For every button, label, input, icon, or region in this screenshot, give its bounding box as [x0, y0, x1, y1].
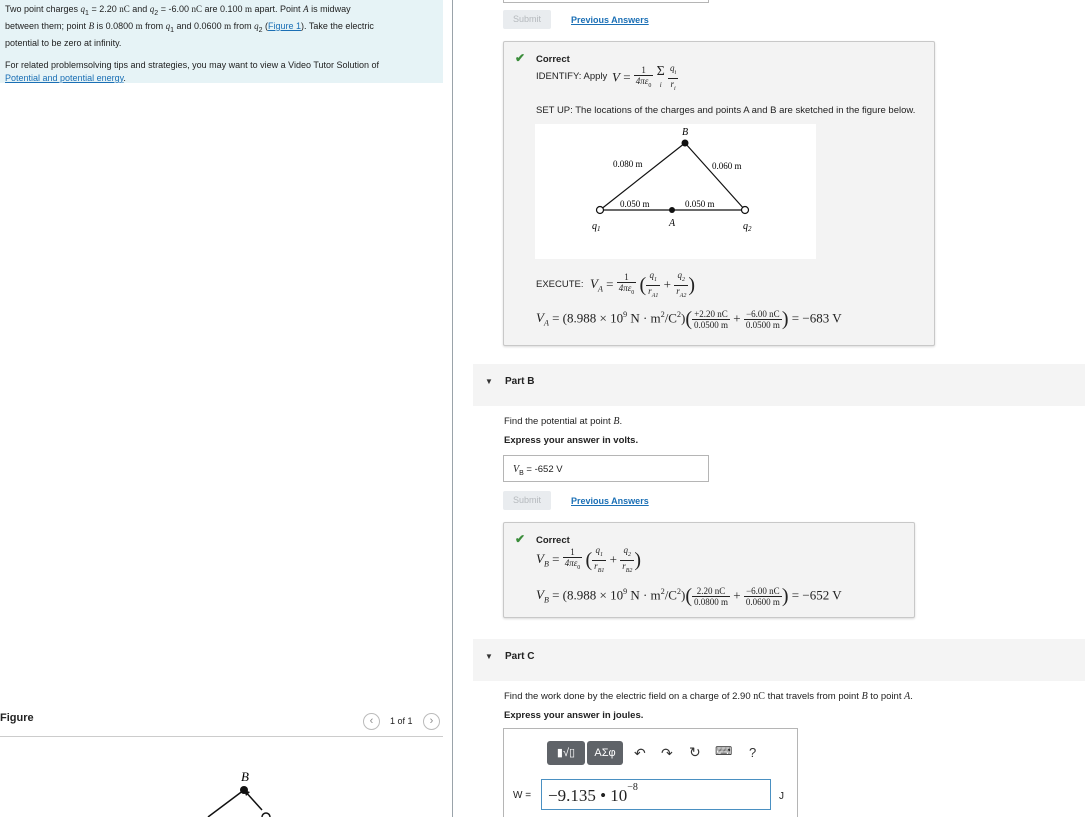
correct-label: Correct	[536, 535, 570, 546]
q1-subscript: 1	[85, 9, 89, 17]
feedback-panel-part-b	[503, 522, 915, 618]
chevron-left-icon[interactable]: ‹	[363, 713, 380, 730]
related-text-part: For related problemsolving tips and strategies, you may want to view a Video Tutor Solution of	[5, 59, 380, 70]
collapse-arrow-icon[interactable]: ▼	[485, 377, 493, 386]
divider	[0, 736, 443, 737]
templates-button[interactable]: ▮√▯	[547, 741, 585, 765]
part-c-question: Find the work done by the electric field on a charge of 2.90 nC that travels from point B to point A.	[504, 691, 913, 702]
reset-icon[interactable]: ↻	[689, 744, 701, 760]
part-a-result: = −683 V	[791, 310, 842, 326]
submit-button-part-b[interactable]: Submit	[503, 491, 551, 510]
answer-editor-part-c	[503, 728, 798, 817]
problem-text-part: between them; point	[5, 20, 89, 31]
problem-text-part: and	[129, 4, 150, 14]
undo-icon[interactable]: ↶	[634, 745, 646, 761]
figure-page-indicator: 1 of 1	[390, 716, 413, 726]
related-text-part: .	[123, 72, 126, 83]
part-c-header[interactable]	[473, 639, 1085, 681]
greek-symbols-button[interactable]: ΑΣφ	[587, 741, 623, 765]
part-b-question: Find the potential at point B.	[504, 416, 623, 427]
answer-label-w: W =	[513, 790, 532, 801]
figure-link[interactable]: Figure 1	[268, 20, 302, 31]
unit-nC: nC	[191, 4, 202, 14]
figure-diagram	[200, 760, 300, 817]
answer-text-part-b: $V_B = -652$ V	[513, 464, 563, 477]
feedback-panel-part-a	[503, 41, 935, 346]
problem-text-part: is midway	[308, 4, 351, 14]
problem-text-part: from	[231, 20, 255, 31]
pane-divider[interactable]	[452, 0, 453, 817]
execute-equation: $V_A$ = $\frac{1}{4\pi\varepsilon_0}$ ( $\frac{q_1}{r_{A1}}$ + $\frac{q_2}{r_{A2}}$ )	[590, 270, 696, 299]
q1-symbol: q	[80, 4, 86, 14]
q2-subscript: 2	[154, 9, 159, 17]
answer-field-part-b[interactable]	[503, 455, 709, 482]
q2-symbol: q	[254, 20, 259, 31]
part-c-instruction: Express your answer in joules.	[504, 710, 644, 721]
answer-input-part-c[interactable]	[541, 779, 771, 810]
answer-field-part-a[interactable]	[503, 0, 709, 3]
setup-text: SET UP: The locations of the charges and points A and B are sketched in the figure below.	[536, 105, 916, 116]
problem-text-part: = -6.00	[158, 4, 192, 14]
execute-numeric-equation: $V_A = (8.988 \times 10^9$ $N \cdot m^2/C^2$)( $\frac{+2.20 nC}{0.0500 m}$ + $\frac{-6.00 nC}{0.0500 m}$ ) = −683 V	[536, 308, 842, 330]
submit-button-part-a[interactable]: Submit	[503, 10, 551, 29]
part-b-header[interactable]	[473, 364, 1085, 406]
part-b-numeric-equation: $V_B = (8.988 \times 10^9$ $N \cdot m^2/C^2$)( $\frac{2.20 nC}{0.0800 m}$ + $\frac{-6.00 nC}{0.0600 m}$ ) = −652 V	[536, 585, 842, 607]
problem-pane	[0, 0, 452, 817]
setup-diagram	[535, 124, 816, 259]
video-tutor-link[interactable]: Potential and potential energy	[5, 72, 124, 83]
collapse-arrow-icon[interactable]: ▼	[485, 652, 493, 661]
label-distance-q1-a: 0.050 m	[620, 199, 650, 209]
unit-m: m	[135, 20, 143, 31]
point-A-symbol: A	[303, 4, 309, 14]
problem-text	[5, 3, 438, 50]
label-A: A	[669, 218, 676, 229]
unit-joules: J	[779, 791, 784, 802]
keyboard-icon[interactable]: ⌨	[715, 744, 733, 758]
part-b-title: Part B	[505, 376, 535, 387]
q1-marker	[597, 207, 604, 214]
q2-subscript: 2	[258, 26, 263, 34]
point-B-marker	[682, 140, 689, 147]
diagram-bg	[535, 124, 816, 259]
q1-symbol: q	[165, 20, 171, 31]
answer-value-part-c: −9.135 • $10^{-8}$	[548, 782, 638, 805]
label-distance-b-q2: 0.060 m	[712, 161, 742, 171]
identify-equation: V = $\frac{1}{4\pi\varepsilon_0}$ Σ i $\frac{q_i}{r_i}$	[612, 63, 677, 92]
problem-text-part: ). Take the electric	[301, 20, 374, 31]
q2-symbol: q	[149, 4, 155, 14]
figure-header	[0, 712, 443, 732]
problem-text-part: are 0.100	[201, 4, 246, 14]
figure-point-B-label: B	[241, 769, 249, 784]
unit-nC: nC	[119, 4, 130, 14]
label-q1: $q_1$	[592, 221, 601, 233]
part-b-result: = −652 V	[791, 587, 842, 603]
label-distance-q1-b: 0.080 m	[613, 159, 643, 169]
redo-icon[interactable]: ↷	[661, 745, 673, 761]
problem-text-part: = 2.20	[88, 4, 120, 14]
part-b-instruction: Express your answer in volts.	[504, 435, 639, 446]
identify-label: IDENTIFY: Apply	[536, 71, 608, 82]
related-text	[5, 59, 438, 85]
line-b-q1	[208, 790, 244, 817]
problem-text-part: and 0.0600	[174, 20, 225, 31]
problem-text-part: potential to be zero at infinity.	[5, 37, 122, 48]
q1-subscript: 1	[170, 26, 175, 34]
unit-m: m	[224, 20, 232, 31]
part-b-equation: $V_B$ = $\frac{1}{4\pi\varepsilon_0}$ ( $\frac{q_1}{r_{B1}}$ + $\frac{q_2}{r_{B2}}$ )	[536, 545, 642, 574]
previous-answers-link-part-a[interactable]: Previous Answers	[571, 15, 649, 25]
point-B-symbol: B	[88, 20, 95, 31]
checkmark-icon: ✔	[515, 532, 526, 546]
problem-text-part: (	[262, 20, 269, 31]
point-A-marker	[669, 207, 675, 213]
part-c-title: Part C	[505, 651, 535, 662]
problem-text-part: is 0.0800	[94, 20, 136, 31]
correct-label: Correct	[536, 54, 570, 65]
label-distance-a-q2: 0.050 m	[685, 199, 715, 209]
previous-answers-link-part-b[interactable]: Previous Answers	[571, 496, 649, 506]
unit-m: m	[245, 4, 253, 14]
figure-title: Figure	[0, 712, 34, 724]
problem-text-part: from	[142, 20, 166, 31]
problem-text-part: apart. Point	[252, 4, 304, 14]
execute-label: EXECUTE:	[536, 279, 584, 290]
problem-statement	[0, 0, 443, 83]
q2-marker	[262, 813, 270, 817]
label-q2: $q_2$	[743, 221, 752, 233]
label-B: B	[682, 127, 689, 138]
problem-text-part: Two point charges	[5, 4, 81, 14]
q2-marker	[742, 207, 749, 214]
help-icon[interactable]: ?	[749, 745, 757, 760]
checkmark-icon: ✔	[515, 51, 526, 65]
chevron-right-icon[interactable]: ›	[423, 713, 440, 730]
